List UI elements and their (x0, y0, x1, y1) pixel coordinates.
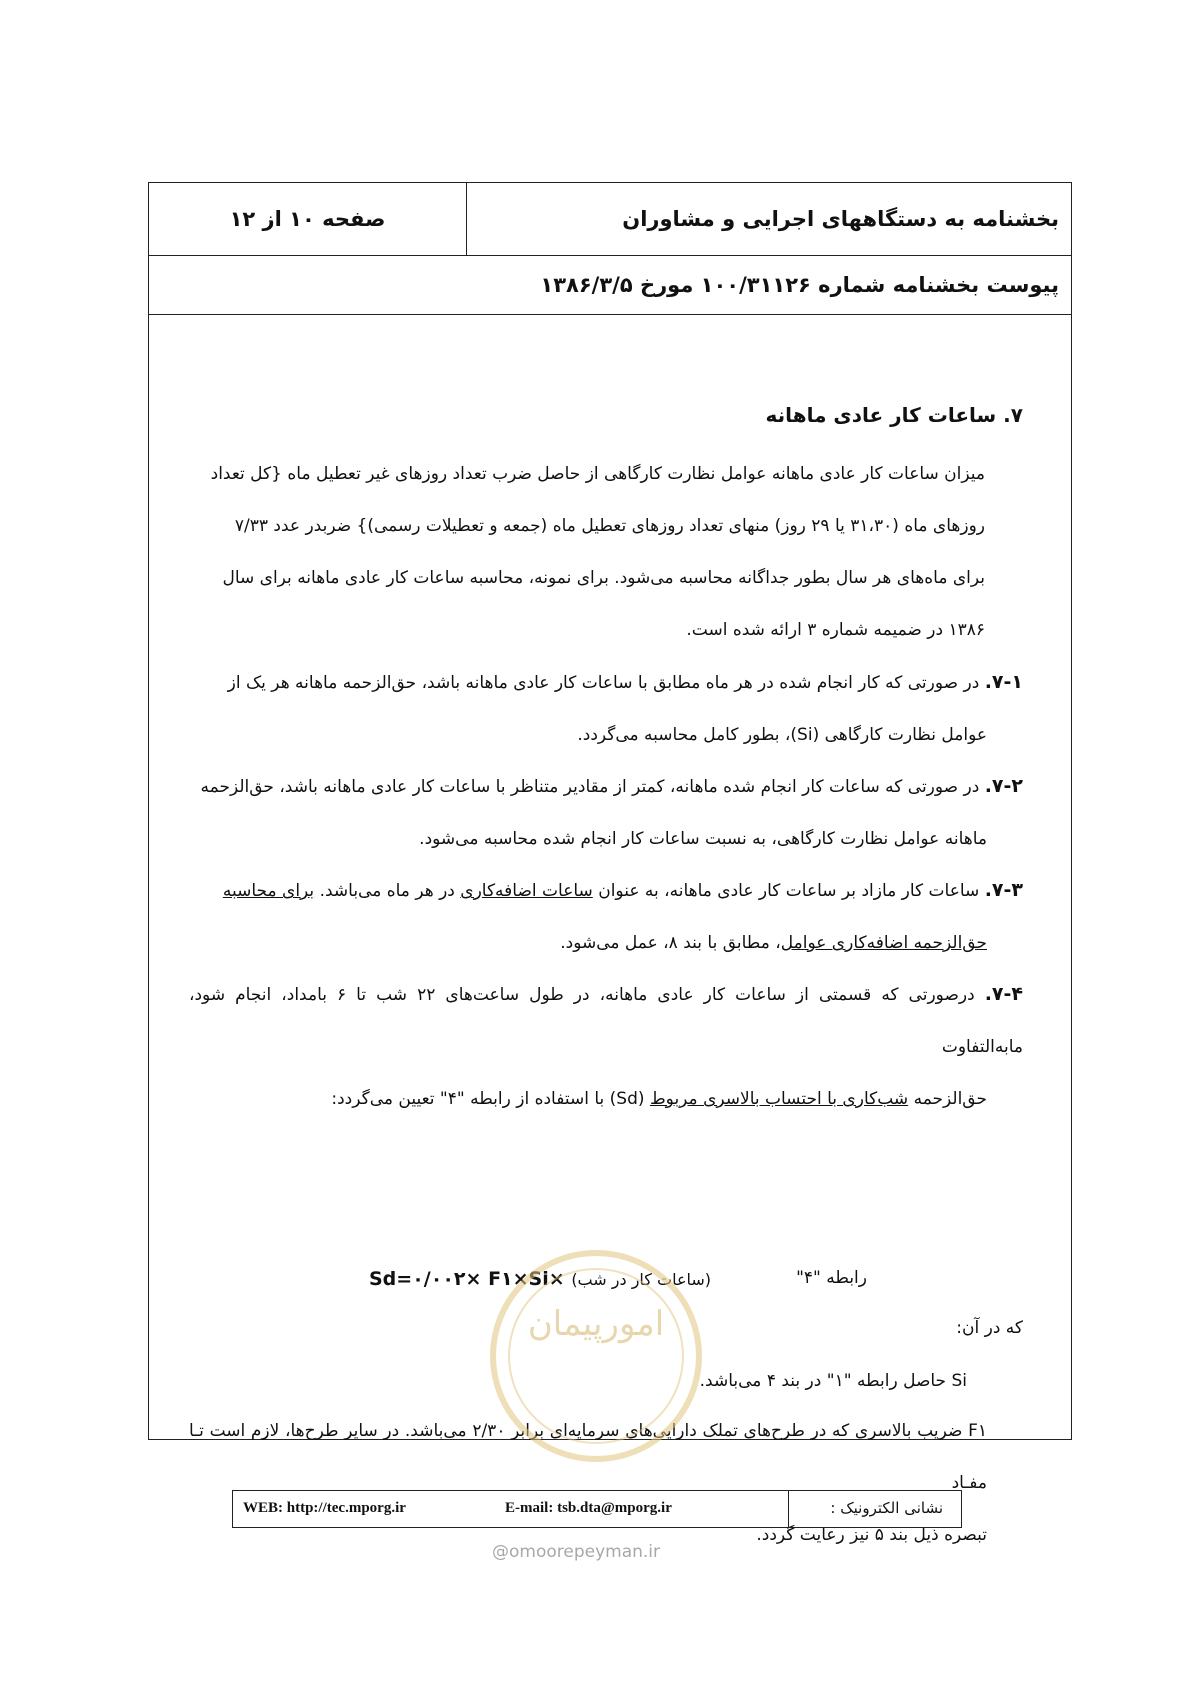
email-address[interactable]: E-mail: tsb.dta@mporg.ir (505, 1500, 672, 1516)
text-line: درصورتی که قسمتی از ساعات کار عادی ماهانه، در طول ساعت‌های ۲۲ شب تا ۶ بامداد، انجام شود، مابه‌التفاوت (189, 985, 1023, 1057)
text-line: تبصره ذیل بند ۵ نیز رعایت گردد. (756, 1525, 987, 1545)
header-row (149, 183, 1071, 256)
text-line: میزان ساعات کار عادی ماهانه عوامل نظارت کارگاهی از حاصل ضرب تعداد روزهای غیر تعطیل ماه {کل تعداد (210, 464, 985, 484)
underlined-text: حق‌الزحمه اضافه‌کاری عوامل (780, 933, 987, 953)
text-line: در صورتی که کار انجام شده در هر ماه مطابق با ساعات کار عادی ماهانه باشد، حق‌الزحمه ماهانه هر یک از (227, 673, 980, 693)
formula-note: (ساعات کار در شب) (571, 1270, 712, 1289)
text-line: در صورتی که ساعات کار انجام شده ماهانه، کمتر از مقادیر متناظر با ساعات کار عادی ماهانه باشد، حق‌الزحمه (200, 777, 980, 797)
text-line: روزهای ماه (۳۱،۳۰ یا ۲۹ روز) منهای تعداد روزهای تعطیل ماه (جمعه و تعطیلات رسمی)} ضربدر عدد ۷/۳۳ (234, 516, 985, 536)
seal-ring (508, 1268, 684, 1444)
formula-math: Sd=۰/۰۰۲× F۱×Si× (369, 1268, 565, 1290)
item-7-4 (189, 968, 1023, 1125)
item-7-3 (189, 864, 1023, 969)
footer-divider (788, 1491, 789, 1527)
text-line: عوامل نظارت کارگاهی (Si)، بطور کامل محاسبه می‌گردد. (577, 725, 987, 745)
text-line: در هر ماه می‌باشد. (319, 881, 455, 901)
underlined-text: ساعات اضافه‌کاری (460, 881, 593, 901)
page-number: صفحه ۱۰ از ۱۲ (229, 207, 386, 231)
item-7-1 (189, 656, 1023, 761)
text-line (189, 917, 1023, 969)
text-line: برای ماه‌های هر سال بطور جداگانه محاسبه می‌شود. برای نمونه، محاسبه ساعات کار عادی ماهانه برای سال (222, 568, 985, 588)
intro-paragraph (189, 448, 985, 656)
seal-watermark (490, 1250, 702, 1462)
si-definition: Si حاصل رابطه "۱" در بند ۴ می‌باشد. (699, 1371, 967, 1391)
text-line: ماهانه عوامل نظارت کارگاهی، به نسبت ساعات کار انجام شده محاسبه می‌شود. (419, 829, 987, 849)
footer-box (232, 1490, 962, 1528)
text-line (189, 1073, 1023, 1125)
seal-text: امورپیمان (527, 1304, 665, 1344)
item-number: ۷-۴. (984, 983, 1023, 1005)
text-line: حق‌الزحمه (913, 1089, 987, 1109)
item-number: ۷-۱. (984, 671, 1023, 693)
circular-title: بخشنامه به دستگاههای اجرایی و مشاوران (466, 183, 1071, 255)
where-label: که در آن: (956, 1318, 1023, 1338)
item-number: ۷-۲. (984, 775, 1023, 797)
text-line: ساعات کار مازاد بر ساعات کار عادی ماهانه، به عنوان (598, 881, 980, 901)
attachment-line: پیوست بخشنامه شماره ۱۰۰/۳۱۱۲۶ مورخ ۱۳۸۶/۳/۵ (149, 255, 1071, 315)
underlined-text: شب‌کاری با احتساب بالاسری مربوط (649, 1089, 909, 1109)
web-address[interactable]: WEB: http://tec.mporg.ir (243, 1500, 406, 1516)
formula-label: رابطه "۴" (796, 1268, 867, 1288)
section-heading: ۷. ساعات کار عادی ماهانه (765, 403, 1023, 427)
item-7-2 (189, 760, 1023, 865)
site-watermark: @omoorepeyman.ir (492, 1542, 661, 1562)
text-line: (Sd) با استفاده از رابطه "۴" تعیین می‌گردد: (331, 1089, 645, 1109)
text-line: ۱۳۸۶ در ضمیمه شماره ۳ ارائه شده است. (686, 620, 985, 640)
item-number: ۷-۳. (984, 879, 1023, 901)
text-line: F۱ ضریب بالاسری که در طرح‌های تملک دارایی‌های سرمایه‌ای برابر ۲/۳۰ می‌باشد. در سایر طرح‌ها، لازم است تـا مفـاد (189, 1421, 987, 1493)
underlined-text: برای محاسبه (222, 881, 315, 901)
text-line: ، مطابق با بند ۸، عمل می‌شود. (560, 933, 781, 953)
address-label: نشانی الکترونیک : (830, 1499, 943, 1517)
